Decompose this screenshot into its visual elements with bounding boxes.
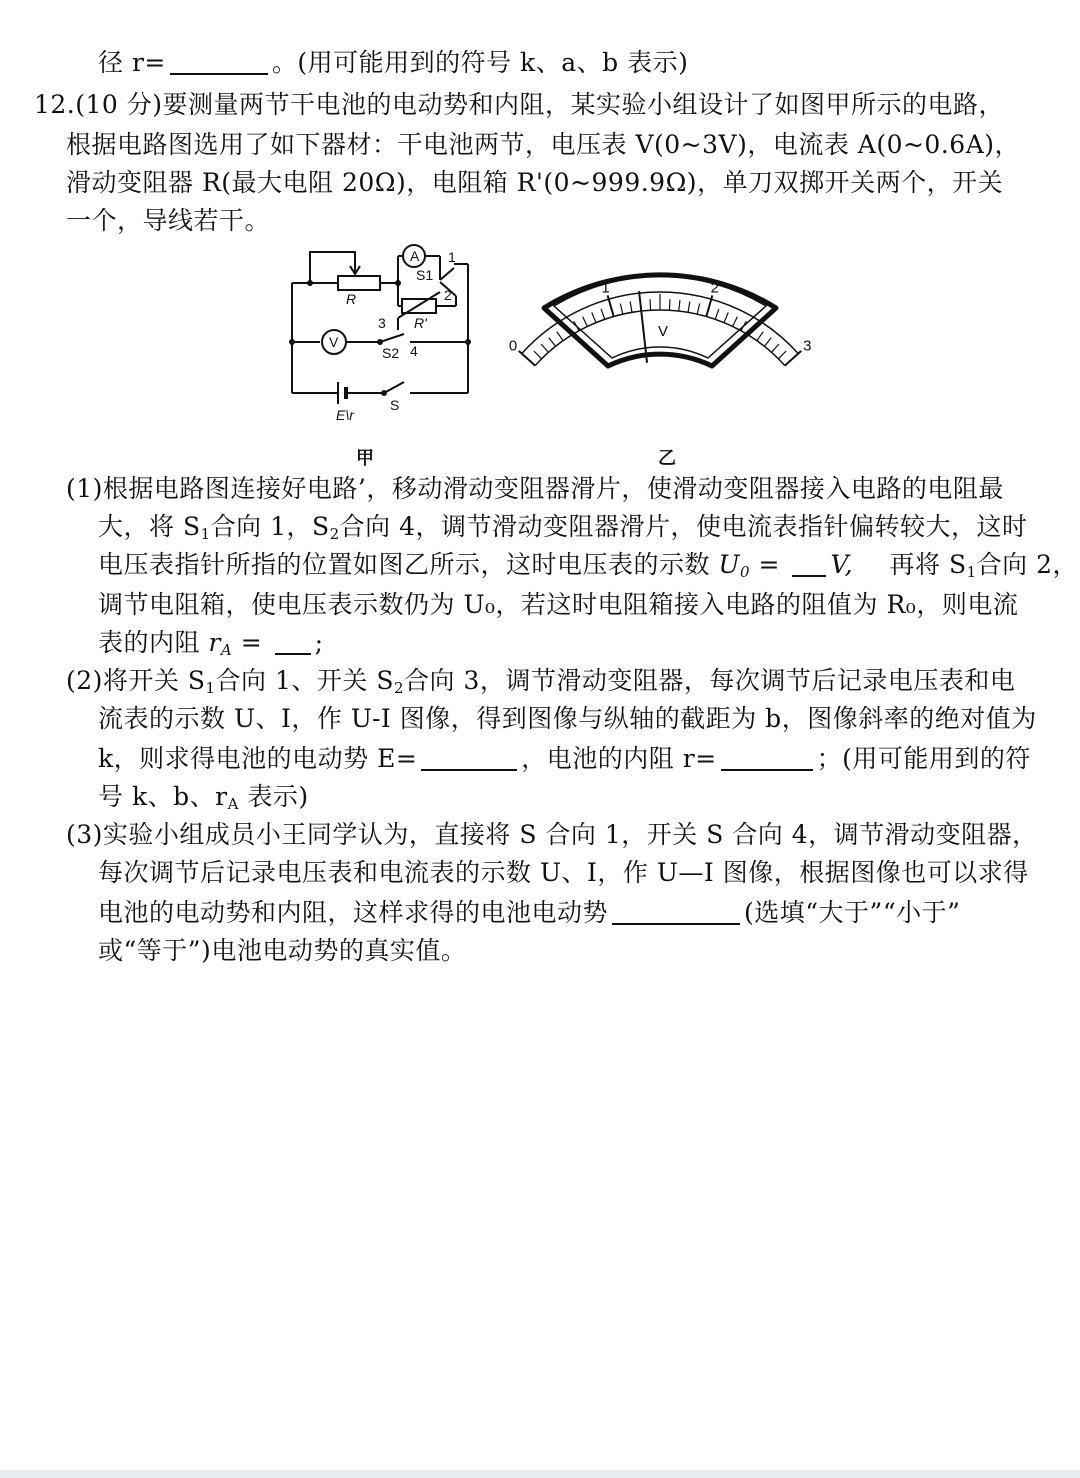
- meter-tick: [574, 321, 579, 331]
- meter-tick: [669, 299, 670, 310]
- figure-caption-jia: 甲: [356, 448, 374, 469]
- circuit-diagram: [280, 238, 480, 438]
- terminal-2-label: 2: [444, 287, 452, 303]
- part3-line2: 每次调节后记录电压表和电流表的示数 U、I，作 U—I 图像，根据图像也可以求得: [98, 858, 1029, 887]
- part3-line1: (3)实验小组成员小王同学认为，直接将 S 合向 1，开关 S 合向 4，调节滑动变阻器，: [66, 820, 1038, 849]
- meter-scale-label: 0: [508, 337, 518, 355]
- battery-label: E\r: [336, 407, 354, 423]
- part2-line3: k，则求得电池的电动势 E= ，电池的内阻 r= ；(用可能用到的符: [98, 744, 1031, 773]
- meter-tick: [778, 351, 786, 359]
- meter-tick: [534, 351, 542, 359]
- part1-line1: (1)根据电路图连接好电路’，移动滑动变阻器滑片，使滑动变阻器接入电路的电阻最: [66, 474, 1004, 503]
- part1-line3: 电压表指针所指的位置如图乙所示，这时电压表的示数 $U_0 = V$, 再将 $S_1$合向 2，: [98, 550, 1079, 581]
- figure-caption-yi: 乙: [658, 448, 676, 469]
- meter-tick: [715, 309, 719, 319]
- q12-stem-line1: 12.(10 分)要测量两节干电池的电动势和内阻，某实验小组设计了如图甲所示的电路，: [34, 90, 1005, 119]
- voltmeter-label: V: [329, 334, 339, 350]
- meter-tick: [757, 332, 763, 341]
- meter-tick: [679, 300, 680, 311]
- switch2-label: S2: [382, 345, 400, 361]
- switch-main-label: S: [390, 397, 400, 413]
- part3-line3: 电池的电动势和内阻，这样求得的电池电动势 (选填“大于”“小于”: [98, 898, 961, 927]
- meter-tick: [601, 309, 605, 319]
- meter-tick: [592, 313, 596, 323]
- meter-tick: [697, 303, 699, 314]
- terminal-4-label: 4: [410, 343, 418, 359]
- answer-blank-r-internal[interactable]: [721, 745, 813, 771]
- meter-tick: [724, 313, 728, 323]
- meter-tick: [583, 317, 588, 327]
- q12-stem-line4: 一个，导线若干。: [66, 206, 271, 235]
- rheostat-label: R: [346, 291, 357, 307]
- part1-line2: 大，将 $S_1$合向 1，$S_2$合向 4，调节滑动变阻器滑片，使电流表指针偏转较大，这时: [98, 512, 1028, 543]
- meter-tick: [772, 344, 779, 352]
- rheostat-symbol: [338, 276, 380, 290]
- meter-tick: [620, 303, 622, 314]
- answer-blank-ra[interactable]: [275, 629, 311, 655]
- meter-scale-label: 1: [601, 279, 610, 297]
- meter-tick: [733, 317, 738, 327]
- part1-line5: 表的内阻 $r_A$ = ;: [98, 628, 324, 659]
- q12-stem-line2: 根据电路图选用了如下器材：干电池两节，电压表 V(0~3V)，电流表 A(0~0.6A)，: [66, 130, 1020, 159]
- part2-line4: 号 k、b、$r_A$ 表示): [98, 782, 309, 813]
- meter-tick: [650, 299, 651, 310]
- q12-stem-line3: 滑动变阻器 R(最大电阻 20Ω)，电阻箱 R'(0~999.9Ω)，单刀双掷开关两个，开关: [66, 168, 1004, 197]
- page-bottom-edge: [0, 1470, 1080, 1478]
- meter-unit-label: V: [658, 323, 669, 340]
- meter-tick: [630, 302, 632, 313]
- meter-tick: [519, 351, 535, 366]
- part3-line4: 或“等于”)电池电动势的真实值。: [98, 936, 467, 965]
- answer-blank-compare[interactable]: [612, 899, 740, 925]
- resistance-box-label: R': [414, 315, 427, 331]
- meter-tick: [549, 338, 556, 347]
- terminal-3-label: 3: [378, 315, 386, 331]
- answer-blank-e[interactable]: [421, 745, 517, 771]
- part2-line1: (2)将开关 $S_1$合向 1、开关 $S_2$合向 3，调节滑动变阻器，每次调节后记录电压表和电: [66, 666, 1016, 697]
- voltmeter-dial: [508, 242, 812, 374]
- meter-needle: [639, 291, 647, 363]
- meter-tick: [785, 351, 801, 366]
- answer-blank-r[interactable]: [170, 49, 268, 75]
- switch1-label: S1: [416, 267, 434, 283]
- answer-blank-u0[interactable]: [792, 551, 826, 577]
- previous-question-tail: 径 r= 。(用可能用到的符号 k、a、b 表示): [98, 48, 689, 77]
- meter-scale-label: 3: [803, 337, 812, 355]
- meter-tick: [557, 332, 563, 341]
- terminal-1-label: 1: [448, 249, 456, 265]
- meter-scale-label: 2: [710, 279, 719, 297]
- meter-tick: [688, 302, 690, 313]
- ammeter-label: A: [410, 248, 420, 264]
- part2-line2: 流表的示数 U、I，作 U-I 图像，得到图像与纵轴的截距为 b，图像斜率的绝对值为: [98, 704, 1037, 733]
- meter-tick: [764, 338, 771, 347]
- meter-tick: [741, 321, 746, 331]
- part1-line4: 调节电阻箱，使电压表示数仍为 U₀，若这时电阻箱接入电路的阻值为 R₀，则电流: [98, 590, 1019, 619]
- meter-tick: [541, 344, 548, 352]
